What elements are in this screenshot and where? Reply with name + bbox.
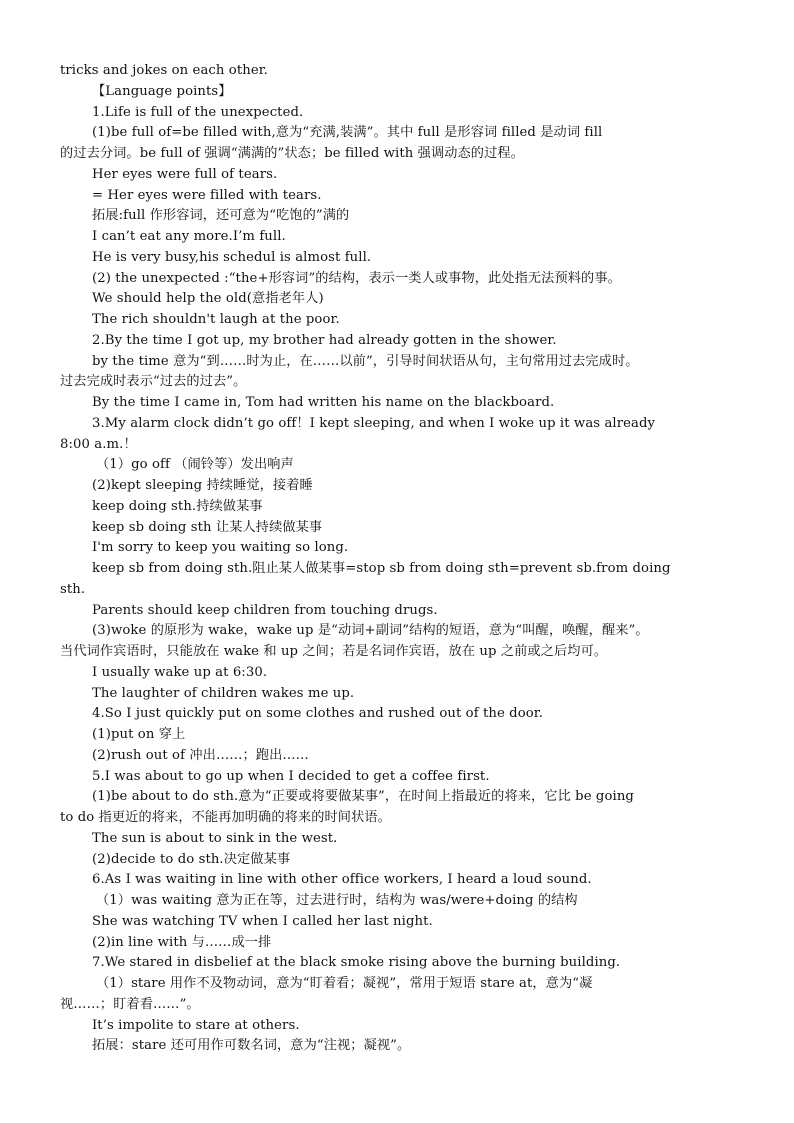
text-line: It’s impolite to stare at others. [92, 1017, 300, 1033]
text-line: I usually wake up at 6:30. [92, 664, 268, 680]
text-line: The laughter of children wakes me up. [92, 685, 355, 701]
text-line: The sun is about to sink in the west. [92, 830, 338, 846]
text-line: (2)rush out of 冲出……；跑出…… [92, 747, 309, 763]
text-line: (2) the unexpected :“the+形容词”的结构，表示一类人或事物，此处指无法预料的事。 [92, 270, 621, 286]
text-line: 3.My alarm clock didn’t go off！I kept sleeping, and when I woke up it was already [92, 415, 656, 431]
text-line: We should help the old(意指老年人) [92, 291, 324, 307]
text-line: keep sb from doing sth.阻止某人做某事=stop sb from doing sth=prevent sb.from doing [92, 561, 671, 576]
text-line: keep doing sth.持续做某事 [92, 498, 263, 514]
text-line: (2)in line with 与……成一排 [92, 934, 272, 950]
text-line: The rich shouldn't laugh at the poor. [92, 312, 340, 327]
text-line: 5.I was about to go up when I decided to get a coffee first. [92, 768, 490, 784]
text-line: I can’t eat any more.I’m full. [92, 229, 286, 244]
text-line: 4.So I just quickly put on some clothes and rushed out of the door. [92, 706, 544, 722]
text-line: (3)woke 的原形为 wake，wake up 是“动词+副词”结构的短语，意为“叫醒，唤醒，醒来”。 [92, 623, 649, 639]
text-line: = Her eyes were filled with tears. [92, 187, 322, 203]
text-line: 过去完成时表示“过去的过去”。 [60, 374, 247, 390]
document-body [60, 61, 736, 1057]
text-line: 7.We stared in disbelief at the black smoke rising above the burning building. [92, 955, 621, 971]
text-line: 的过去分词。be full of 强调“满满的”状态；be filled with 强调动态的过程。 [60, 146, 524, 161]
text-line: by the time 意为“到……时为止，在……以前”，引导时间状语从句，主句常用过去完成时。 [92, 353, 639, 369]
text-line: 当代词作宾语时，只能放在 wake 和 up 之间；若是名词作宾语，放在 up 之前或之后均可。 [60, 644, 608, 659]
text-line: keep sb doing sth 让某人持续做某事 [92, 519, 323, 535]
text-line: 6.As I was waiting in line with other office workers, I heard a loud sound. [92, 872, 592, 888]
text-line: 8:00 a.m.！ [60, 436, 137, 452]
text-line: She was watching TV when I called her last night. [92, 913, 433, 929]
text-line: I'm sorry to keep you waiting so long. [92, 540, 349, 556]
text-line: 2.By the time I got up, my brother had already gotten in the shower. [92, 332, 557, 348]
text-line: （1）stare 用作不及物动词，意为“盯着看；凝视”，常用于短语 stare at，意为“凝 [96, 976, 593, 991]
text-line: 拓展:full 作形容词，还可意为“吃饱的”满的 [92, 208, 350, 224]
text-line: 视……；盯着看……”。 [60, 996, 200, 1012]
text-line: （1）go off （闹铃等）发出响声 [96, 457, 294, 473]
text-line: (1)be full of=be filled with,意为“充满,装满”。其中 full 是形容词 filled 是动词 fill [92, 125, 603, 141]
text-line: tricks and jokes on each other. [60, 63, 268, 78]
text-line: 【Language points】 [92, 83, 232, 99]
text-line: By the time I came in, Tom had written his name on the blackboard. [92, 395, 555, 410]
text-line: (2)decide to do sth.决定做某事 [92, 851, 291, 867]
text-line: (1)be about to do sth.意为“正要或将要做某事”，在时间上指最近的将来，它比 be going [92, 789, 634, 805]
text-line: （1）was waiting 意为正在等，过去进行时，结构为 was/were+doing 的结构 [96, 893, 578, 908]
text-line: to do 指更近的将来，不能再加明确的将来的时间状语。 [60, 810, 391, 825]
text-line: (2)kept sleeping 持续睡觉，接着睡 [92, 478, 313, 493]
text-line: Parents should keep children from touching drugs. [92, 602, 438, 618]
text-line: Her eyes were full of tears. [92, 166, 278, 182]
text-line: (1)put on 穿上 [92, 727, 186, 742]
text-line: 拓展：stare 还可用作可数名词，意为“注视；凝视”。 [92, 1038, 411, 1054]
text-line: 1.Life is full of the unexpected. [92, 104, 304, 120]
text-line: sth. [60, 581, 86, 597]
text-line: He is very busy,his schedul is almost full. [92, 249, 372, 265]
